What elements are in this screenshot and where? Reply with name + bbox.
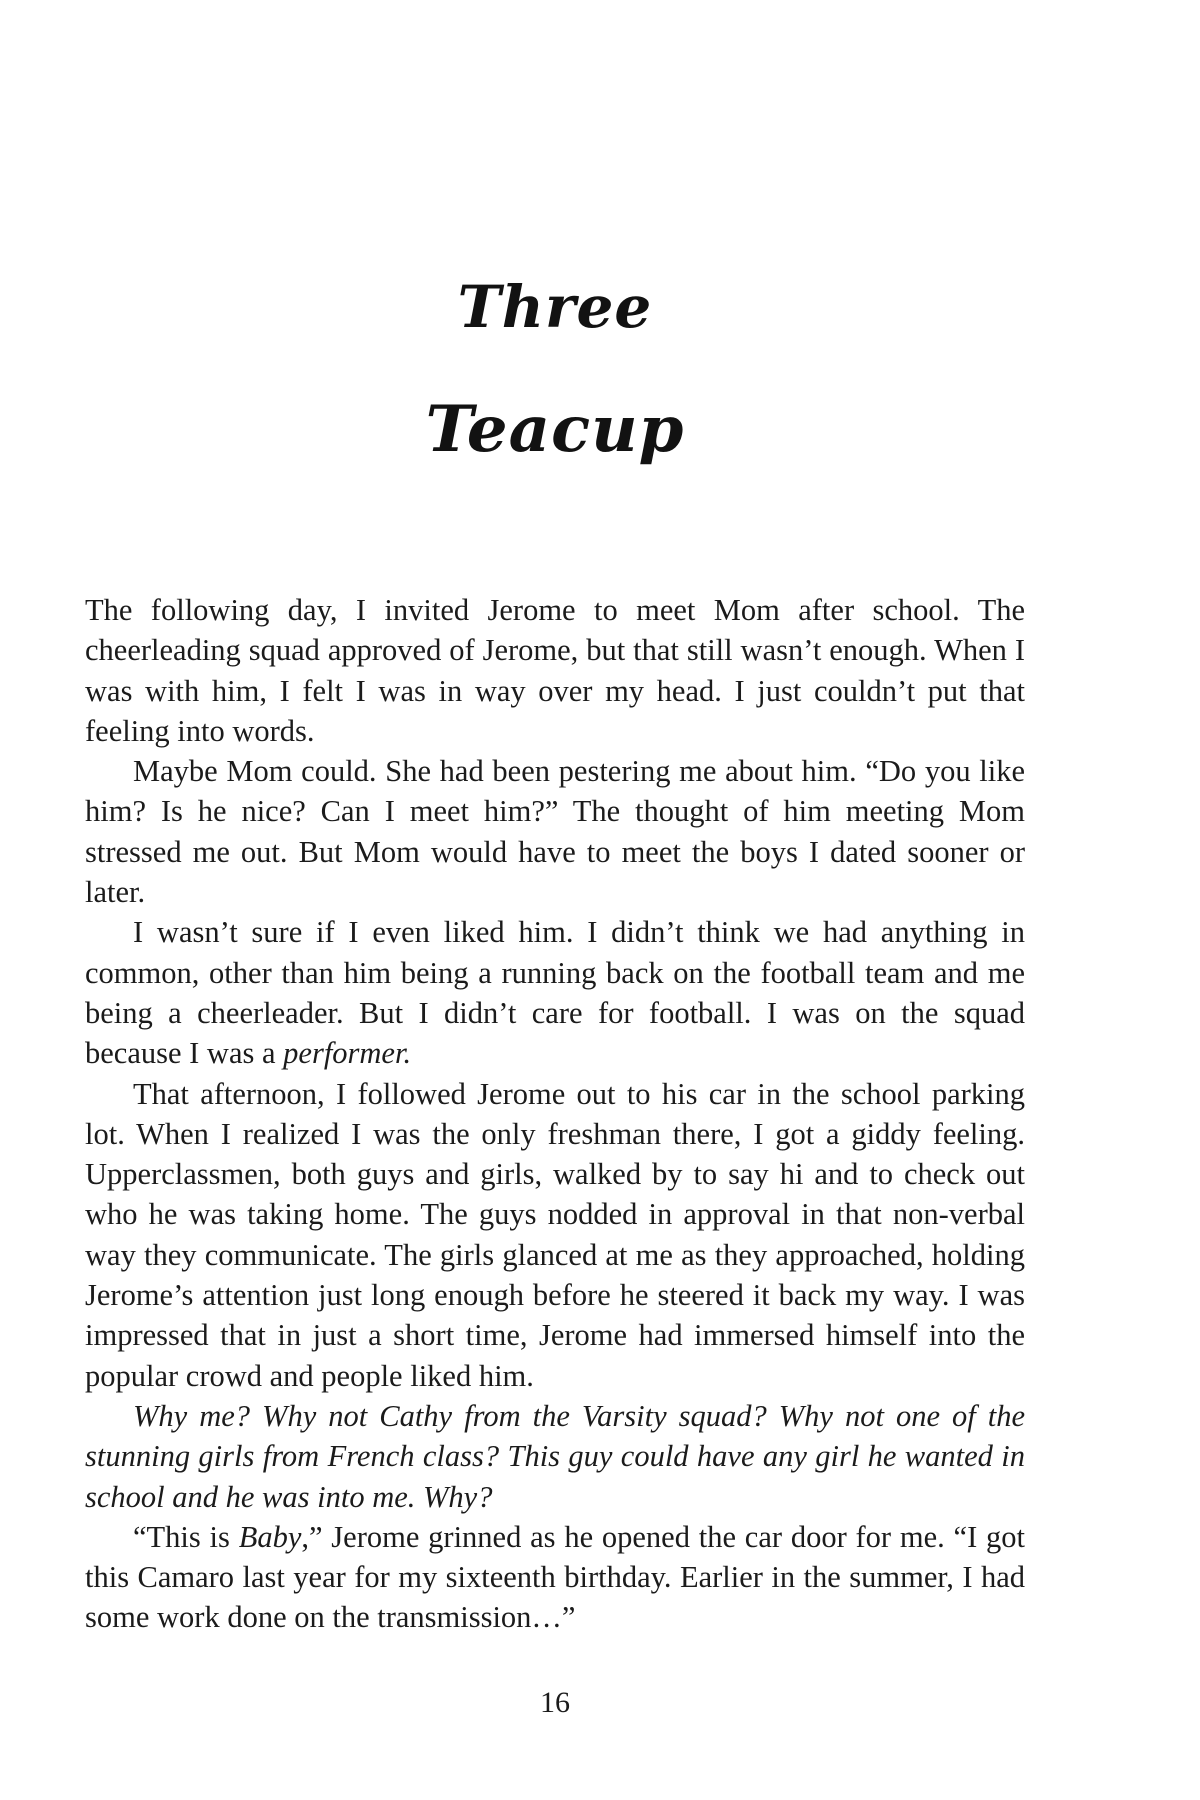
chapter-title: Teacup bbox=[425, 392, 685, 467]
text-segment: That afternoon, I followed Jerome out to his car in the school parking lot. When I realized I was the only freshman there, I got a giddy feeling. Upperclassmen, both guys and girls, walked by to say hi and to check out who he was taking home. The guys nodded in approval in that non-verbal way they communicate. The girls glanced at me as they approached, holding Jerome’s attention just long enough before he steered it back my way. I was impressed that in just a short time, Jerome had immersed himself into the popular crowd and people liked him. bbox=[85, 1076, 1025, 1393]
body-paragraph bbox=[85, 751, 1025, 912]
body-paragraph bbox=[85, 1396, 1025, 1517]
body-paragraph bbox=[85, 1517, 1025, 1638]
text-segment: Maybe Mom could. She had been pestering me about him. “Do you like him? Is he nice? Can I meet him?” The thought of him meeting Mom stressed me out. But Mom would have to meet the boys I dated sooner or later. bbox=[85, 754, 1025, 910]
text-segment: “This is bbox=[133, 1519, 239, 1554]
body-paragraph bbox=[85, 912, 1025, 1073]
chapter-number: Three bbox=[457, 273, 653, 341]
chapter-header bbox=[85, 0, 1025, 467]
text-segment: The following day, I invited Jerome to meet Mom after school. The cheerleading squad approved of Jerome, but that still wasn’t enough. When I was with him, I felt I was in way over my head. I just couldn’t put that feeling into words. bbox=[85, 593, 1025, 748]
italic-text-segment: Baby bbox=[238, 1519, 302, 1554]
text-segment: I wasn’t sure if I even liked him. I didn’t think we had anything in common, other than him being a running back on the football team and me being a cheerleader. But I didn’t care for football. I was on the squad because I was a bbox=[85, 915, 1025, 1071]
body-paragraph bbox=[85, 1074, 1025, 1396]
page-number: 16 bbox=[540, 1686, 570, 1719]
body-text bbox=[85, 590, 1025, 1638]
italic-text-segment: Why me? Why not Cathy from the Varsity squad? Why not one of the stunning girls from French class? This guy could have any girl he wanted in school and he was into me. Why? bbox=[85, 1398, 1025, 1514]
italic-text-segment: performer. bbox=[283, 1036, 412, 1071]
body-paragraph bbox=[85, 590, 1025, 751]
text-segment: ,” Jerome grinned as he opened the car door for me. “I got this Camaro last year for my sixteenth birthday. Earlier in the summer, I had some work done on the transmission…” bbox=[85, 1519, 1025, 1635]
